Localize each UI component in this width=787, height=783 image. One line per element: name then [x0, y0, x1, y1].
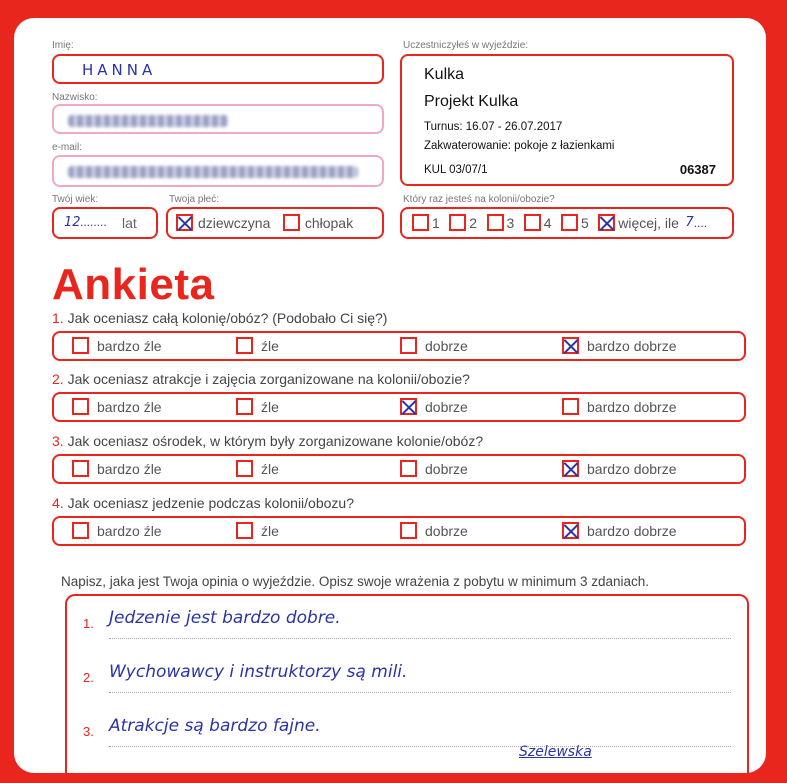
name-value: HANNA	[82, 61, 157, 79]
trip-accommodation: Zakwaterowanie: pokoje z łazienkami	[424, 140, 615, 152]
answer-checkbox[interactable]	[236, 398, 253, 415]
age-label: Twój wiek:	[52, 194, 99, 205]
answer-option[interactable]	[72, 460, 162, 478]
answer-checkbox[interactable]	[562, 398, 579, 415]
trip-label: Uczestniczyłeś w wyjeździe:	[403, 40, 529, 51]
gender-girl-checkbox[interactable]	[176, 214, 193, 231]
answer-label: bardzo dobrze	[587, 337, 677, 354]
email-redacted	[68, 166, 358, 178]
answer-checkbox[interactable]	[400, 460, 417, 477]
answer-option[interactable]	[400, 398, 468, 416]
age-value: 12	[64, 215, 81, 230]
opinion-number: 1.	[83, 616, 94, 631]
times-4-checkbox[interactable]	[524, 214, 541, 231]
answer-checkbox[interactable]	[400, 337, 417, 354]
answer-checkbox[interactable]	[400, 398, 417, 415]
question-text	[52, 495, 354, 511]
question-label: Jak oceniasz atrakcje i zajęcia zorganizowane na kolonii/obozie?	[67, 371, 470, 387]
question-number: 3.	[52, 433, 64, 449]
surname-label: Nazwisko:	[52, 92, 98, 103]
answer-row	[52, 516, 746, 546]
email-label: e-mail:	[52, 142, 83, 153]
answer-checkbox[interactable]	[400, 522, 417, 539]
signature: Szelewska	[519, 744, 592, 760]
opinion-text: Wychowawcy i instruktorzy są mili.	[109, 662, 408, 682]
answer-option[interactable]	[236, 398, 279, 416]
answer-row	[52, 331, 746, 361]
answer-label: bardzo źle	[97, 522, 162, 539]
answer-label: dobrze	[425, 337, 468, 354]
times-more-label: więcej, ile	[618, 214, 679, 231]
question-number: 2.	[52, 371, 64, 387]
times-label: Który raz jesteś na kolonii/obozie?	[403, 194, 555, 205]
answer-label: bardzo źle	[97, 398, 162, 415]
answer-label: źle	[261, 337, 279, 354]
times-3-checkbox[interactable]	[487, 214, 504, 231]
times-2-checkbox[interactable]	[449, 214, 466, 231]
age-field[interactable]	[52, 207, 158, 239]
answer-option[interactable]	[72, 522, 162, 540]
answer-checkbox[interactable]	[236, 522, 253, 539]
answer-checkbox[interactable]	[236, 337, 253, 354]
question-label: Jak oceniasz ośrodek, w którym były zorganizowane kolonie/obóz?	[67, 433, 484, 449]
answer-label: dobrze	[425, 398, 468, 415]
times-1-checkbox[interactable]	[412, 214, 429, 231]
answer-option[interactable]	[400, 460, 468, 478]
answer-option[interactable]	[72, 398, 162, 416]
answer-option[interactable]	[562, 460, 677, 478]
answer-option[interactable]	[400, 522, 468, 540]
answer-label: bardzo dobrze	[587, 522, 677, 539]
answer-option[interactable]	[400, 337, 468, 355]
question-text	[52, 371, 470, 387]
question-label: Jak oceniasz całą kolonię/obóz? (Podobało Ci się?)	[67, 310, 388, 326]
question-text	[52, 310, 387, 326]
answer-checkbox[interactable]	[562, 337, 579, 354]
times-field	[400, 207, 734, 239]
opinion-rule	[109, 638, 731, 639]
gender-label: Twoja płeć:	[169, 194, 220, 205]
opinion-text: Atrakcje są bardzo fajne.	[109, 716, 321, 736]
answer-checkbox[interactable]	[562, 460, 579, 477]
opinion-number: 3.	[83, 724, 94, 739]
answer-label: źle	[261, 460, 279, 477]
question-text	[52, 433, 483, 449]
surname-redacted	[68, 115, 228, 127]
trip-project: Projekt Kulka	[424, 93, 519, 110]
answer-option[interactable]	[562, 398, 677, 416]
question-number: 4.	[52, 495, 64, 511]
name-label: Imię:	[52, 40, 74, 51]
gender-field	[166, 207, 384, 239]
trip-name: Kulka	[424, 66, 465, 83]
answer-label: bardzo źle	[97, 460, 162, 477]
answer-checkbox[interactable]	[72, 337, 89, 354]
gender-boy-label: chłopak	[304, 214, 354, 231]
answer-label: dobrze	[425, 522, 468, 539]
times-1-label: 1	[432, 214, 440, 231]
answer-option[interactable]	[236, 337, 279, 355]
answer-label: źle	[261, 398, 279, 415]
answer-checkbox[interactable]	[236, 460, 253, 477]
answer-option[interactable]	[72, 337, 162, 355]
answer-checkbox[interactable]	[72, 460, 89, 477]
answer-label: bardzo dobrze	[587, 398, 677, 415]
opinion-box[interactable]	[65, 594, 749, 783]
answer-option[interactable]	[562, 522, 677, 540]
answer-checkbox[interactable]	[72, 522, 89, 539]
times-more-value: 7	[685, 215, 694, 231]
answer-label: bardzo dobrze	[587, 460, 677, 477]
answer-row	[52, 392, 746, 422]
times-more-dots: ....	[693, 215, 708, 230]
answer-row	[52, 454, 746, 484]
trip-number: 06387	[679, 162, 716, 177]
survey-title: Ankieta	[52, 260, 215, 309]
answer-label: dobrze	[425, 460, 468, 477]
opinion-rule	[109, 692, 731, 693]
opinion-rule	[109, 746, 731, 747]
age-dots: ........	[80, 215, 107, 229]
opinion-text: Jedzenie jest bardzo dobre.	[109, 608, 341, 628]
gender-boy-checkbox[interactable]	[283, 214, 300, 231]
answer-label: źle	[261, 522, 279, 539]
name-field[interactable]	[52, 54, 384, 84]
times-3-label: 3	[506, 214, 515, 231]
times-4-label: 4	[543, 214, 552, 231]
survey-sheet	[14, 18, 766, 773]
times-more-checkbox[interactable]	[598, 214, 615, 231]
question-label: Jak oceniasz jedzenie podczas kolonii/obozu?	[67, 495, 354, 511]
trip-code: KUL 03/07/1	[424, 164, 488, 176]
opinion-prompt: Napisz, jaka jest Twoja opinia o wyjeździe. Opisz swoje wrażenia z pobytu w minimum 3 zdaniach.	[61, 574, 650, 589]
question-number: 1.	[52, 310, 64, 326]
answer-checkbox[interactable]	[562, 522, 579, 539]
times-2-label: 2	[469, 214, 478, 231]
times-5-checkbox[interactable]	[561, 214, 578, 231]
times-5-label: 5	[581, 214, 589, 231]
opinion-number: 2.	[83, 670, 94, 685]
answer-option[interactable]	[236, 460, 279, 478]
surname-field[interactable]	[52, 104, 384, 134]
email-field[interactable]	[52, 155, 384, 187]
trip-box	[400, 54, 734, 186]
age-unit: lat	[122, 215, 137, 231]
answer-option[interactable]	[236, 522, 279, 540]
answer-checkbox[interactable]	[72, 398, 89, 415]
answer-label: bardzo źle	[97, 337, 162, 354]
answer-option[interactable]	[562, 337, 677, 355]
gender-girl-label: dziewczyna	[198, 214, 271, 231]
trip-turnus: Turnus: 16.07 - 26.07.2017	[424, 121, 563, 133]
